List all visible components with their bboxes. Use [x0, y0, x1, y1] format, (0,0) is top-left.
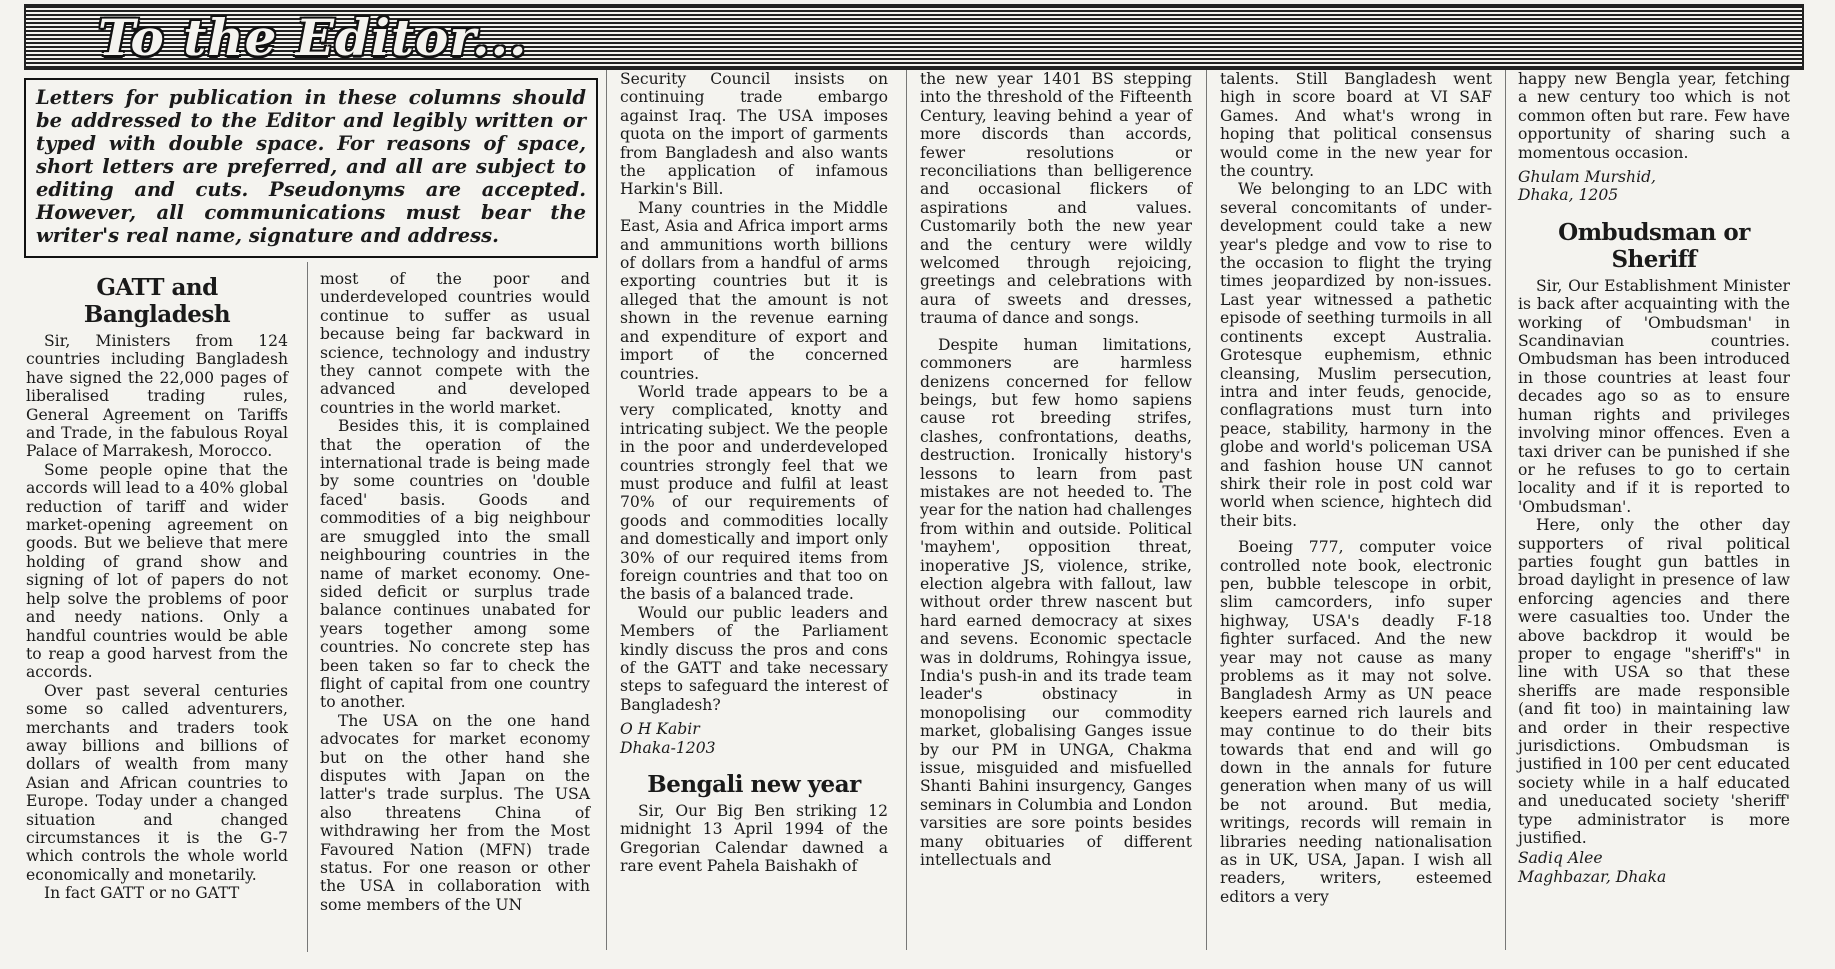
paragraph: happy new Bengla year, fetching a new century too which is not common often but rare. Few have opportunity of sharing such a momentous occasion. — [1518, 70, 1790, 162]
letter-headline-bengali-new-year: Bengali new year — [647, 771, 861, 799]
signature-place: Maghbazar, Dhaka — [1518, 867, 1667, 886]
paragraph: We belonging to an LDC with several concomitants of under-development could take a new year's pledge and vow to rise to the occasion to flight the trying times jeopardized by non-issues. Last year witnessed a pathetic episode of seething turmoils in all continents except Australia. Grotesque euphemism, ethnic cleansing, Muslim persecution, intra and inter feuds, genocide, conflagrations must turn into peace, stability, harmony in the globe and world's policeman USA and fashion house UN cannot shirk their role in post cold war world when science, hightech did their bits. — [1220, 180, 1492, 530]
column-divider — [1505, 70, 1506, 950]
signature-name: Sadiq Alee — [1518, 849, 1603, 868]
column-5 — [1220, 70, 1492, 906]
paragraph: most of the poor and underdeveloped countries would continue to suffer as usual because being far backward in science, technology and industry they cannot compete with the advanced and developed countries in the world market. — [320, 270, 590, 417]
paragraph: Here, only the other day supporters of rival political parties fought gun battles in broad daylight in presence of law enforcing agencies and there were casualties too. Under the above backdrop it would be proper to engage "sheriff's" in line with USA so that these sheriffs are made responsible (and fit too) in maintaining law and order in their respective jurisdictions. Ombudsman is justified in 100 per cent educated society while in a half educated and uneducated society 'sheriff' type administrator is more justified. — [1518, 516, 1790, 848]
paragraph: talents. Still Bangladesh went high in score board at VI SAF Games. And what's wrong in hoping that political consensus would come in the new year for the country. — [1220, 70, 1492, 181]
section-banner — [24, 4, 1804, 70]
signature-place: Dhaka, 1205 — [1518, 186, 1619, 205]
letter-headline-ombudsman: Ombudsman or Sheriff — [1558, 218, 1750, 273]
column-4 — [920, 70, 1192, 869]
column-divider — [606, 70, 607, 950]
paragraph: Sir, Ministers from 124 countries including Bangladesh have signed the 22,000 pages of liberalised trading rules, General Agreement on Tariffs and Trade, in the fabulous Royal Palace of Marrakesh, Morocco. — [26, 332, 288, 461]
column-6 — [1518, 70, 1790, 886]
column-divider — [1206, 70, 1207, 950]
signature-name: Ghulam Murshid, — [1518, 168, 1657, 187]
column-2 — [320, 270, 590, 914]
paragraph: Some people opine that the accords will lead to a 40% global reduction of tariff and wider market-opening agreement on goods. But we believe that mere holding of grand show and signing of lot of papers do not help solve the problems of poor and needy nations. Only a handful countries would be able to reap a good harvest from the accords. — [26, 460, 288, 682]
paragraph: Many countries in the Middle East, Asia and Africa import arms and ammunitions worth billions of dollars from a handful of arms exporting countries but it is alleged that the amount is not shown in the revenue earning and expenditure of export and import of the concerned countries. — [620, 198, 888, 383]
paragraph: The USA on the one hand advocates for market economy but on the other hand she disputes with Japan on the latter's trade surplus. The USA also threatens China of withdrawing her from the Most Favoured Nation (MFN) trade status. For one reason or other the USA in collaboration with some members of the UN — [320, 711, 590, 914]
column-divider — [307, 262, 308, 952]
paragraph: Over past several centuries some so called adventurers, merchants and traders took away billions and billions of dollars of wealth from many Asian and African countries to Europe. Today under a changed situation and changed circumstances it is the G-7 which controls the whole world economically and monetarily. — [26, 681, 288, 884]
paragraph: Besides this, it is complained that the operation of the international trade is being made by some countries on 'double faced' basis. Goods and commodities of a big neighbour are smuggled into the small neighbouring countries in the name of market economy. One-sided deficit or surplus trade balance continues unabated for years together among some countries. No concrete step has been taken so far to check the flight of capital from one country to another. — [320, 417, 590, 712]
column-divider — [906, 70, 907, 950]
paragraph: Boeing 777, computer voice controlled note book, electronic pen, bubble telescope in orbit, slim camcorders, info super highway, USA's deadly F-18 fighter surfaced. And the new year may not cause as many problems as it may not solve. Bangladesh Army as UN peace keepers earned rich laurels and may continue to do their bits towards that end and will go down in the annals for future generation when many of us will be not around. But media, writings, records will remain in libraries needing nationalisation as in UK, USA, Japan. I wish all readers, writers, esteemed editors a very — [1220, 538, 1492, 906]
signature-name: O H Kabir — [620, 720, 700, 739]
editorial-notice: Letters for publication in these columns should be addressed to the Editor and legibly written or typed with double space. For reasons of space, short letters are preferred, and all are subject to editing and cuts. Pseudonyms are accepted. However, all communications must bear the writer's real name, signature and address. — [24, 78, 598, 258]
paragraph: Sir, Our Big Ben striking 12 midnight 13 April 1994 of the Gregorian Calendar dawned a rare event Pahela Baishakh of — [620, 802, 888, 876]
column-1 — [26, 270, 288, 903]
paragraph: Would our public leaders and Members of the Parliament kindly discuss the pros and cons of the GATT and take necessary steps to safeguard the interest of Bangladesh? — [620, 603, 888, 714]
paragraph: World trade appears to be a very complicated, knotty and intricating subject. We the people in the poor and underdeveloped countries strongly feel that we must produce and fulfil at least 70% of our requirements of goods and commodities locally and domestically and import only 30% of our required items from foreign countries and that too on the basis of a balanced trade. — [620, 382, 888, 604]
signature-place: Dhaka-1203 — [620, 738, 716, 757]
paragraph: Sir, Our Establishment Minister is back after acquainting with the working of 'Ombudsman' in Scandinavian countries. Ombudsman has been introduced in those countries at least four decades ago so as to ensure human rights and privileges involving minor offences. Even a taxi driver can be punished if she or he refuses to go to certain locality and if it is reported to 'Ombudsman'. — [1518, 276, 1790, 516]
letter-headline-gatt: GATT and Bangladesh — [83, 274, 231, 328]
section-title: To the Editor... — [98, 8, 528, 67]
column-3 — [620, 70, 888, 876]
paragraph: Security Council insists on continuing trade embargo against Iraq. The USA imposes quota on the import of garments from Bangladesh and also wants the application of infamous Harkin's Bill. — [620, 70, 888, 199]
paragraph: the new year 1401 BS stepping into the threshold of the Fifteenth Century, leaving behind a year of more discords than accords, fewer resolutions or reconciliations than belligerence and occasional flickers of aspirations and values. Customarily both the new year and the century were wildly welcomed through rejoicing, greetings and celebrations with aura of sweets and dresses, trauma of dance and songs. — [920, 70, 1192, 328]
paragraph: Despite human limitations, commoners are harmless denizens concerned for fellow beings, but few homo sapiens cause rot breeding strifes, clashes, confrontations, deaths, destruction. Ironically history's lessons to learn from past mistakes are not heeded to. The year for the nation had challenges from within and outside. Political 'mayhem', opposition threat, inoperative JS, violence, strike, election algebra with fallout, law without order threw nascent but hard earned democracy at sixes and sevens. Economic spectacle was in doldrums, Rohingya issue, India's push-in and its trade team leader's obstinacy in monopolising our commodity market, globalising Ganges issue by our PM in UNGA, Chakma issue, misguided and misfuelled Shanti Bahini insurgency, Ganges seminars in Columbia and London varsities are sore points besides many obituaries of different intellectuals and — [920, 335, 1192, 870]
paragraph: In fact GATT or no GATT — [44, 884, 240, 903]
